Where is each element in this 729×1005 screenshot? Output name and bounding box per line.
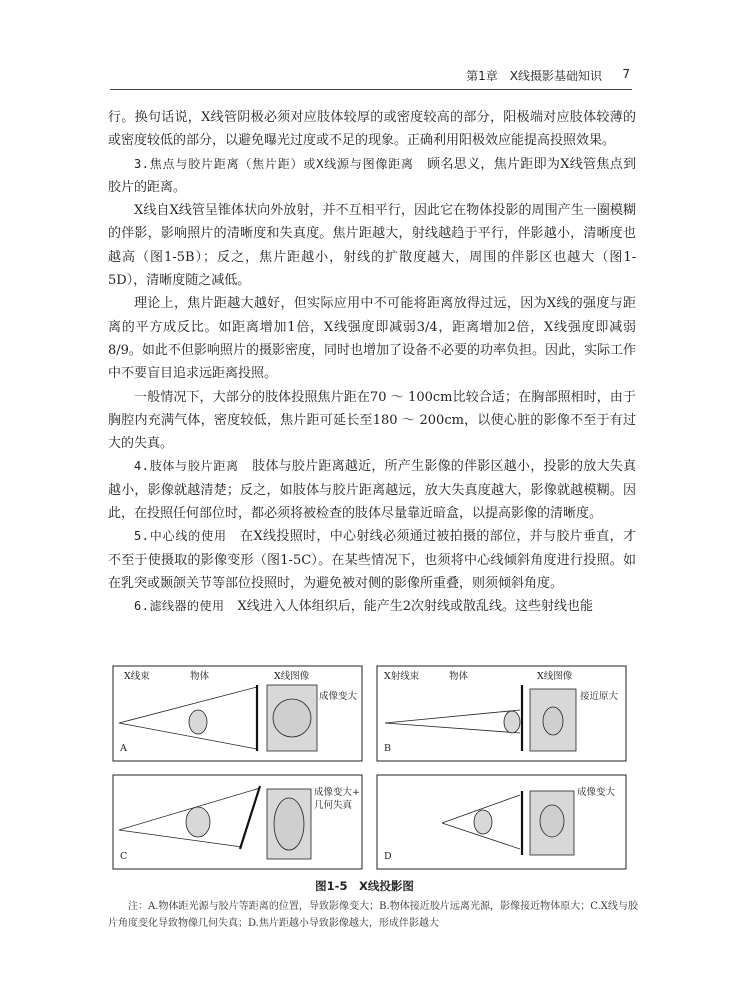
image-label: X线图像: [274, 671, 310, 682]
panel-letter: D: [384, 851, 392, 862]
beam-ray: [385, 710, 520, 723]
panel-c: [113, 775, 362, 869]
image-note: 接近原大: [580, 691, 619, 702]
beam-ray: [119, 687, 257, 723]
object-shape: [186, 807, 210, 837]
figure-note: [108, 898, 638, 932]
chapter-title: 第1章 X线摄影基础知识: [466, 69, 602, 83]
object-shape: [474, 810, 492, 834]
image-label: X线图像: [537, 671, 573, 682]
image-shape: [543, 707, 563, 735]
page-header: [110, 67, 630, 87]
figure-note-text: 注：A.物体距光源与胶片等距离的位置，导致影像变大；B.物体接近胶片远离光源，影像接近物体原大；C.X线与胶片角度变化导致物像几何失真；D.焦片距越小导致影像越大，形成伴影越大: [108, 901, 638, 929]
header-rule: [110, 89, 632, 90]
paragraph-text: 顾名思义，焦片距即为X线管焦点到胶片的距离。: [108, 156, 636, 195]
body-text: [108, 106, 636, 619]
xray-projection-figure: [112, 665, 632, 870]
figure-title: 图1-5 X线投影图: [315, 879, 414, 893]
paragraph: 一般情况下，大部分的肢体投照焦片距在70 ～ 100cm比较合适；在胸部照相时，由于胸腔内充满气体，密度较低，焦片距可延长至180 ～ 200cm，以使心脏的影像不至于有过大的失真。: [108, 389, 636, 452]
panel-letter: C: [120, 851, 128, 862]
beam-label: X线束: [124, 671, 150, 682]
paragraph: X线自X线管呈锥体状向外放射，并不互相平行，因此它在物体投影的周围产生一圈模糊的伴影，影响照片的清晰度和失真度。焦片距越大，射线越趋于平行，伴影越小，清晰度也越高（图1-5B）；反之，焦片距越小，射线的扩散度越大，周围的伴影区也越大（图1-5D），清晰度随之减低。: [108, 203, 636, 289]
paragraph-text: 肢体与胶片距离越近，所产生影像的伴影区越小，投影的放大失真越小，影像就越清楚；反之，如肢体与胶片距离越远，放大失真度越大，影像就越模糊。因此，在投照任何部位时，都必须将被检查的肢体尽量靠近暗盒，以提高影像的清晰度。: [108, 459, 636, 522]
image-shape: [540, 805, 564, 837]
paragraph-text: 在X线投照时，中心射线必须通过被拍摄的部位，并与胶片垂直，才不至于使摄取的影像变形（图1-5C）。在某些情况下，也须将中心线倾斜角度进行投照。如在乳突或颞颌关节等部位投照时，为避免被对侧的影像所重叠，则须倾斜角度。: [108, 529, 636, 591]
paragraph: [108, 525, 636, 595]
object-label: 物体: [449, 671, 469, 682]
panel-letter: A: [120, 743, 127, 754]
beam-label: X射线束: [384, 671, 420, 682]
paragraph-text: X线进入人体组织后，能产生2次射线或散乱线。这些射线也能: [224, 599, 593, 615]
paragraph: 行。换句话说，X线管阴极必须对应肢体较厚的或密度较高的部分，阳极端对应肢体较薄的或密度较低的部分，以避免曝光过度或不足的现象。正确利用阳极效应能提高投照效果。: [108, 110, 636, 149]
paragraph: [108, 153, 636, 200]
beam-ray: [385, 723, 520, 733]
image-note: 成像变大: [319, 691, 358, 702]
section-heading: 5.中心线的使用: [134, 529, 227, 544]
image-note: 几何失真: [314, 800, 353, 811]
film-line: [240, 786, 260, 849]
panel-d: [377, 775, 626, 869]
beam-ray: [119, 830, 242, 847]
object-shape: [189, 710, 207, 734]
object-label: 物体: [190, 671, 210, 682]
image-shape: [274, 798, 304, 850]
image-note: 成像变大+: [314, 787, 360, 798]
section-heading: 6.滤线器的使用: [134, 599, 225, 614]
section-heading: 3.焦点与胶片距离（焦片距）或X线源与图像距离: [134, 156, 414, 171]
panel-letter: B: [384, 743, 391, 754]
panel-b: [377, 666, 626, 761]
panel-frame: [113, 666, 362, 761]
paragraph: [108, 595, 636, 618]
image-note: 成像变大: [577, 787, 616, 798]
paragraph: [108, 455, 636, 525]
panel-a: [113, 666, 362, 761]
object-shape: [504, 711, 520, 733]
beam-ray: [119, 723, 257, 749]
image-shape: [273, 699, 311, 737]
page-number: 7: [622, 67, 630, 81]
paragraph: 理论上，焦片距越大越好，但实际应用中不可能将距离放得过远，因为X线的强度与距离的平方成反比。如距离增加1倍，X线强度即减弱3/4，距离增加2倍，X线强度即减弱8/9。如此不但影响照片的摄影密度，同时也增加了设备不必要的功率负担。因此，实际工作中不要盲目追求远距离投照。: [108, 296, 636, 382]
section-heading: 4.肢体与胶片距离: [134, 459, 239, 474]
